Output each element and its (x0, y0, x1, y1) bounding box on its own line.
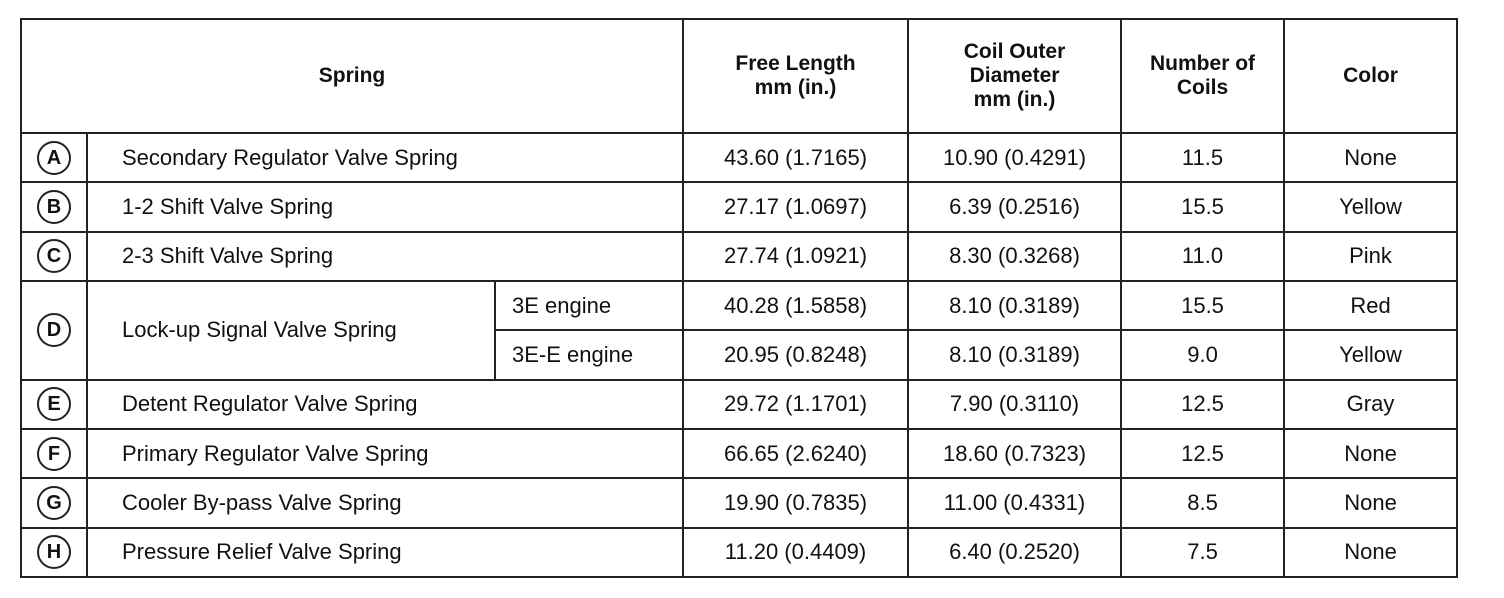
table-row (21, 232, 1457, 281)
engine-variant-label: 3E engine (495, 281, 683, 330)
spring-spec-table (20, 18, 1458, 578)
coils-cell: 9.0 (1121, 330, 1284, 379)
header-free-length: Free Length mm (in.) (683, 19, 908, 133)
free-length-cell: 66.65 (2.6240) (683, 429, 908, 478)
free-length-cell: 27.74 (1.0921) (683, 232, 908, 281)
spring-name: 2-3 Shift Valve Spring (87, 232, 683, 281)
color-cell: None (1284, 478, 1457, 527)
diameter-cell: 11.00 (0.4331) (908, 478, 1121, 527)
row-letter-badge: F (37, 437, 71, 471)
diameter-cell: 6.40 (0.2520) (908, 528, 1121, 577)
header-spring: Spring (21, 19, 683, 133)
free-length-cell: 20.95 (0.8248) (683, 330, 908, 379)
row-letter-badge: E (37, 387, 71, 421)
header-color: Color (1284, 19, 1457, 133)
spring-name: Lock-up Signal Valve Spring (87, 281, 495, 380)
color-cell: Gray (1284, 380, 1457, 429)
free-length-cell: 19.90 (0.7835) (683, 478, 908, 527)
color-cell: None (1284, 429, 1457, 478)
table-row (21, 133, 1457, 182)
diameter-cell: 8.10 (0.3189) (908, 281, 1121, 330)
spring-name: Primary Regulator Valve Spring (87, 429, 683, 478)
color-cell: Yellow (1284, 182, 1457, 231)
free-length-cell: 40.28 (1.5858) (683, 281, 908, 330)
header-row (21, 19, 1457, 133)
diameter-cell: 8.30 (0.3268) (908, 232, 1121, 281)
row-letter-badge: A (37, 141, 71, 175)
diameter-cell: 18.60 (0.7323) (908, 429, 1121, 478)
coils-cell: 11.5 (1121, 133, 1284, 182)
coils-cell: 12.5 (1121, 429, 1284, 478)
coils-cell: 11.0 (1121, 232, 1284, 281)
color-cell: None (1284, 528, 1457, 577)
header-number-of-coils: Number of Coils (1121, 19, 1284, 133)
table-row (21, 528, 1457, 577)
row-letter-badge: G (37, 486, 71, 520)
spring-name: Secondary Regulator Valve Spring (87, 133, 683, 182)
color-cell: Red (1284, 281, 1457, 330)
table-row (21, 281, 1457, 330)
free-length-cell: 29.72 (1.1701) (683, 380, 908, 429)
table-row (21, 380, 1457, 429)
color-cell: Pink (1284, 232, 1457, 281)
coils-cell: 15.5 (1121, 182, 1284, 231)
row-letter-badge: C (37, 239, 71, 273)
spring-name: Pressure Relief Valve Spring (87, 528, 683, 577)
diameter-cell: 8.10 (0.3189) (908, 330, 1121, 379)
table-row (21, 429, 1457, 478)
diameter-cell: 10.90 (0.4291) (908, 133, 1121, 182)
header-coil-outer-diameter: Coil Outer Diameter mm (in.) (908, 19, 1121, 133)
spring-name: Cooler By-pass Valve Spring (87, 478, 683, 527)
free-length-cell: 27.17 (1.0697) (683, 182, 908, 231)
diameter-cell: 6.39 (0.2516) (908, 182, 1121, 231)
table-row (21, 182, 1457, 231)
table-row (21, 478, 1457, 527)
spring-name: 1-2 Shift Valve Spring (87, 182, 683, 231)
engine-variant-label: 3E-E engine (495, 330, 683, 379)
coils-cell: 8.5 (1121, 478, 1284, 527)
row-letter-badge: H (37, 535, 71, 569)
row-letter-badge: D (37, 313, 71, 347)
color-cell: Yellow (1284, 330, 1457, 379)
color-cell: None (1284, 133, 1457, 182)
coils-cell: 15.5 (1121, 281, 1284, 330)
free-length-cell: 43.60 (1.7165) (683, 133, 908, 182)
spring-name: Detent Regulator Valve Spring (87, 380, 683, 429)
row-letter-badge: B (37, 190, 71, 224)
coils-cell: 12.5 (1121, 380, 1284, 429)
diameter-cell: 7.90 (0.3110) (908, 380, 1121, 429)
coils-cell: 7.5 (1121, 528, 1284, 577)
free-length-cell: 11.20 (0.4409) (683, 528, 908, 577)
